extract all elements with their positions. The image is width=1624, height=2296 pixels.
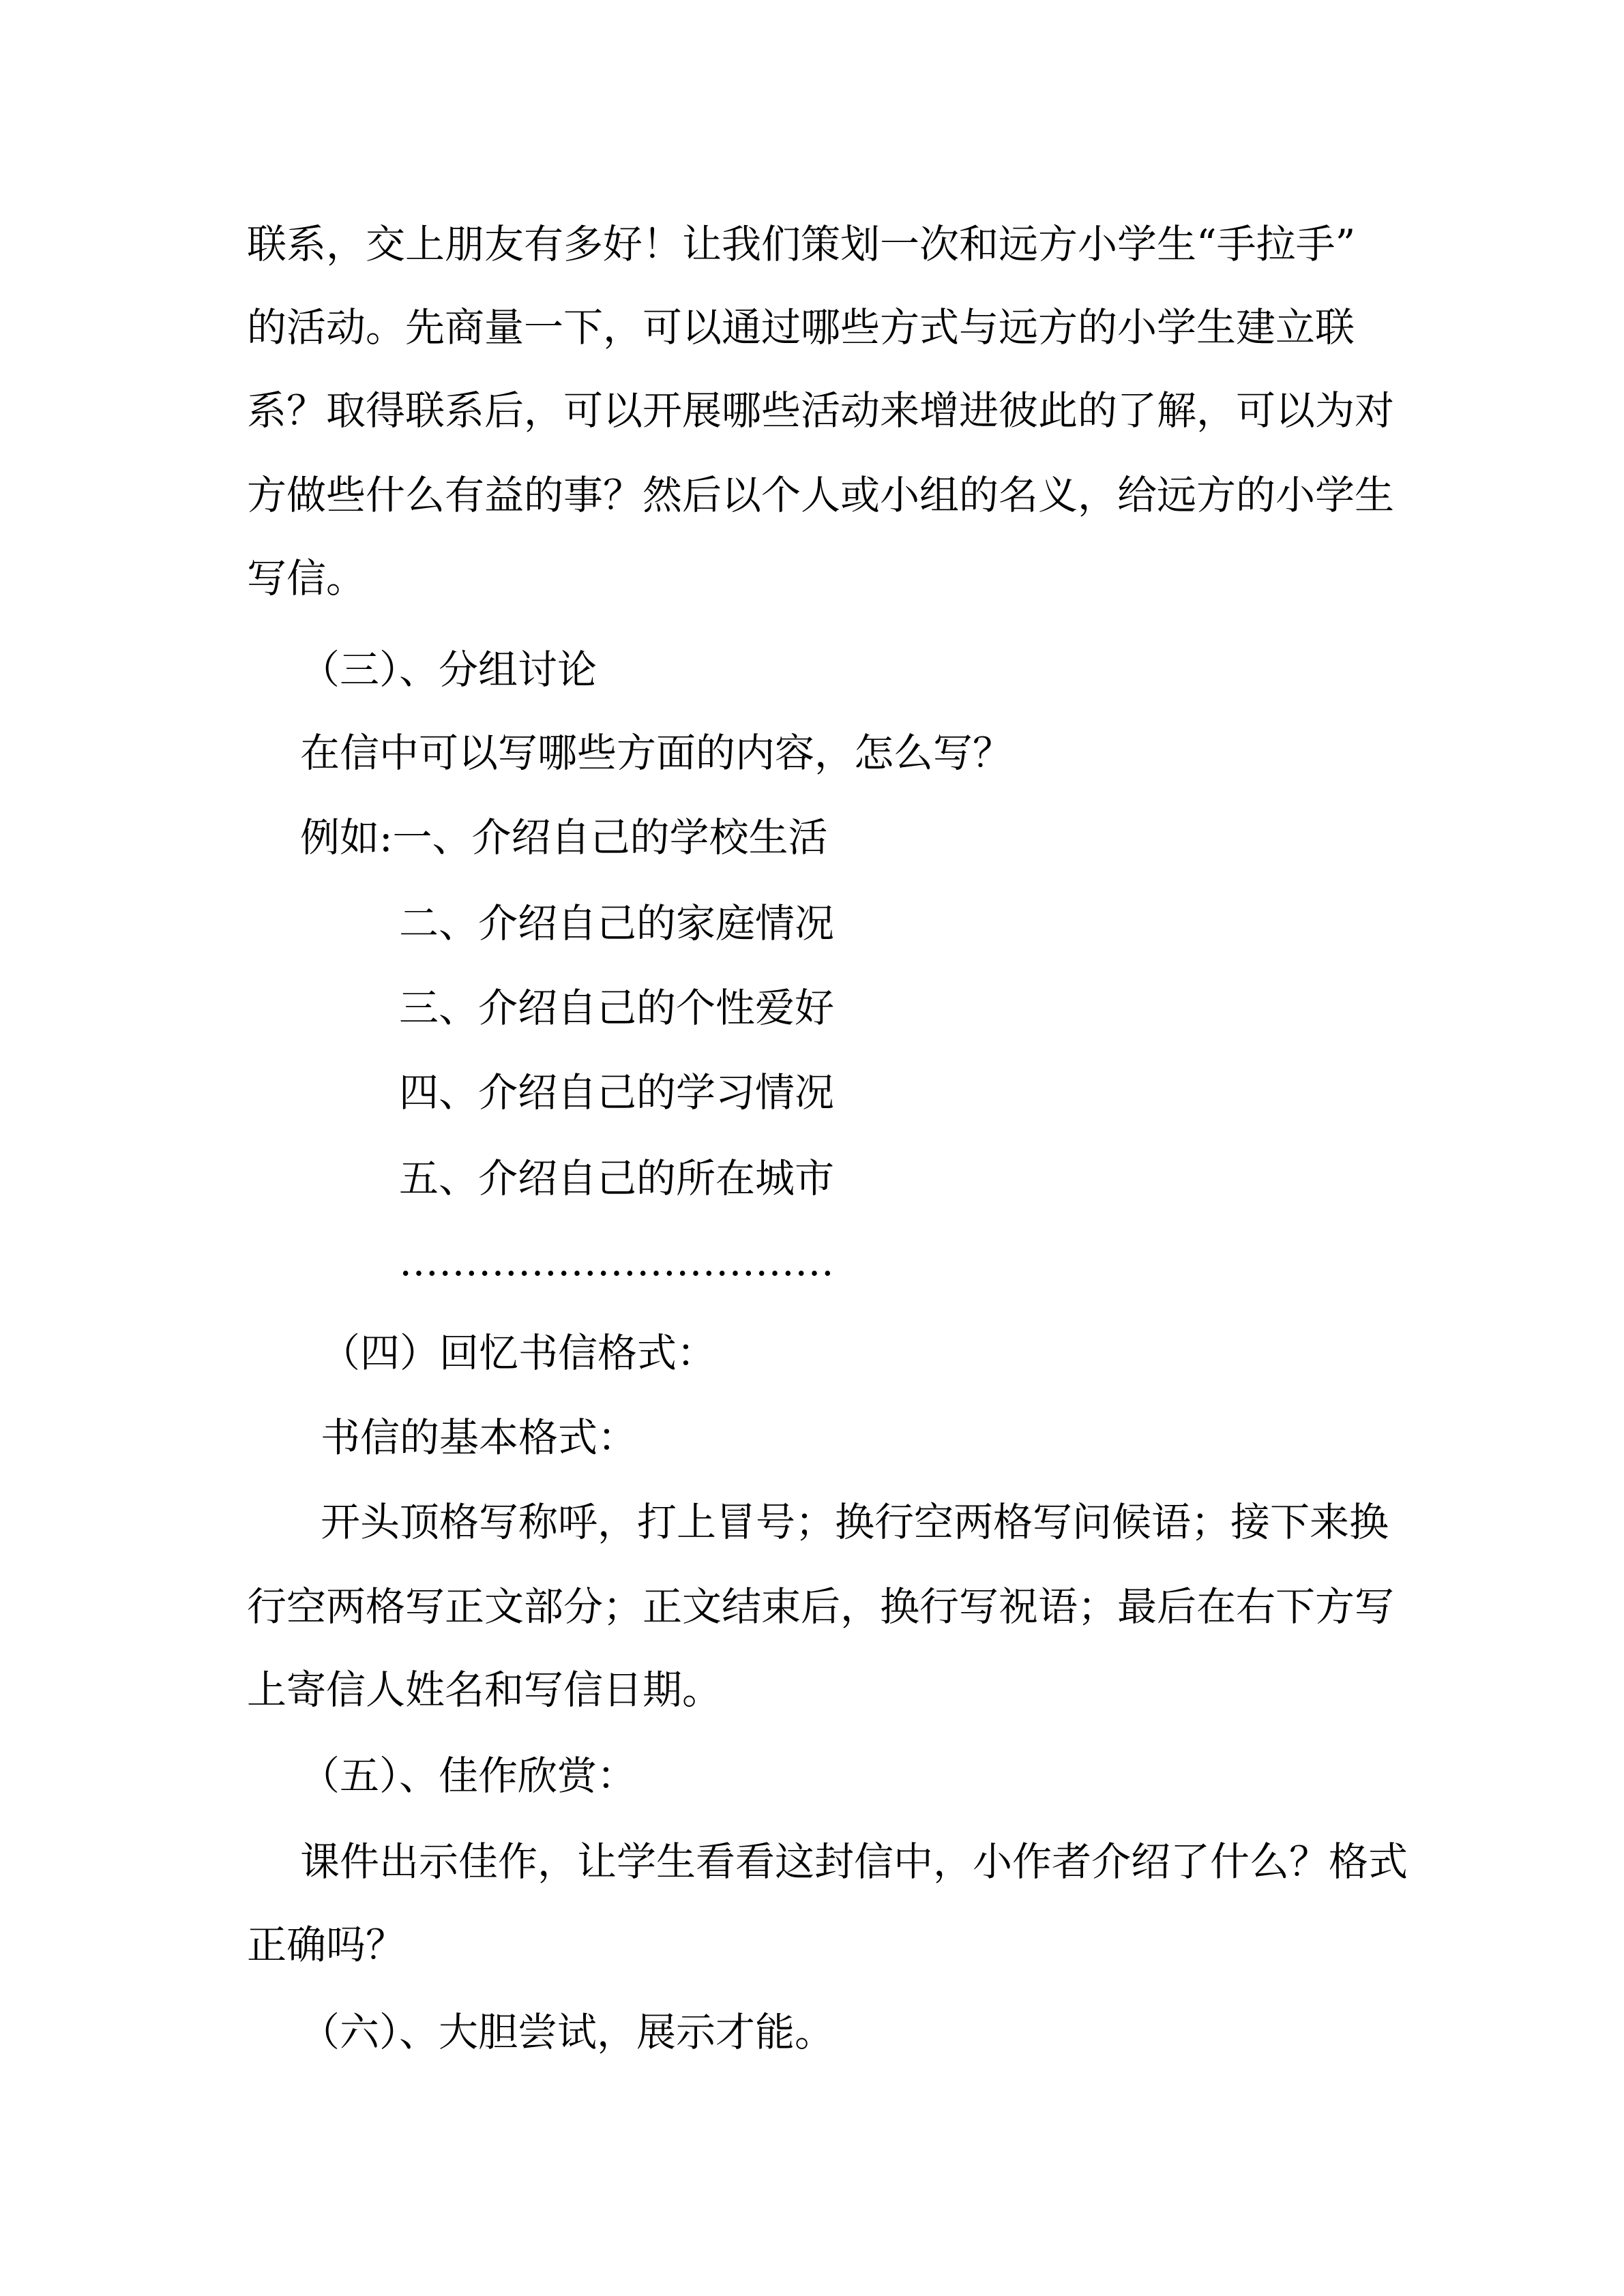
list-intro: 例如:一、介绍自己的学校生活 [300, 814, 828, 861]
paragraph-line: 方做些什么有益的事？然后以个人或小组的名义，给远方的小学生 [247, 472, 1395, 518]
paragraph-line: 写信。 [247, 555, 366, 601]
paragraph-line: 开头顶格写称呼，打上冒号；换行空两格写问候语；接下来换 [321, 1499, 1389, 1545]
list-item: 四、介绍自己的学习情况 [399, 1069, 835, 1116]
section-heading: （四）回忆书信格式： [321, 1330, 717, 1376]
section-heading: （六）、大胆尝试，展示才能。 [300, 2009, 835, 2055]
section-heading: （五）、佳作欣赏： [300, 1753, 637, 1799]
paragraph-line: 行空两格写正文部分；正文结束后，换行写祝语；最后在右下方写 [247, 1583, 1395, 1630]
paragraph-line: 系？取得联系后，可以开展哪些活动来增进彼此的了解，可以为对 [247, 387, 1395, 434]
list-item: 二、介绍自己的家庭情况 [399, 900, 835, 946]
paragraph-line: 在信中可以写哪些方面的内容，怎么写？ [300, 730, 1013, 776]
paragraph-line: 上寄信人姓名和写信日期。 [247, 1667, 722, 1713]
paragraph-line: 书信的基本格式： [321, 1414, 638, 1461]
paragraph-line: 课件出示佳作，让学生看看这封信中，小作者介绍了什么？格式 [300, 1838, 1408, 1885]
paragraph-line: 正确吗？ [247, 1922, 406, 1968]
ellipsis-line: …………………………… [399, 1238, 834, 1285]
paragraph-line: 的活动。先商量一下，可以通过哪些方式与远方的小学生建立联 [247, 304, 1355, 351]
list-item: 五、介绍自己的所在城市 [399, 1155, 835, 1202]
list-item: 三、介绍自己的个性爱好 [399, 985, 835, 1031]
paragraph-line: 联系，交上朋友有多好！让我们策划一次和远方小学生“手拉手” [247, 221, 1356, 267]
section-heading: （三）、分组讨论 [300, 646, 597, 693]
